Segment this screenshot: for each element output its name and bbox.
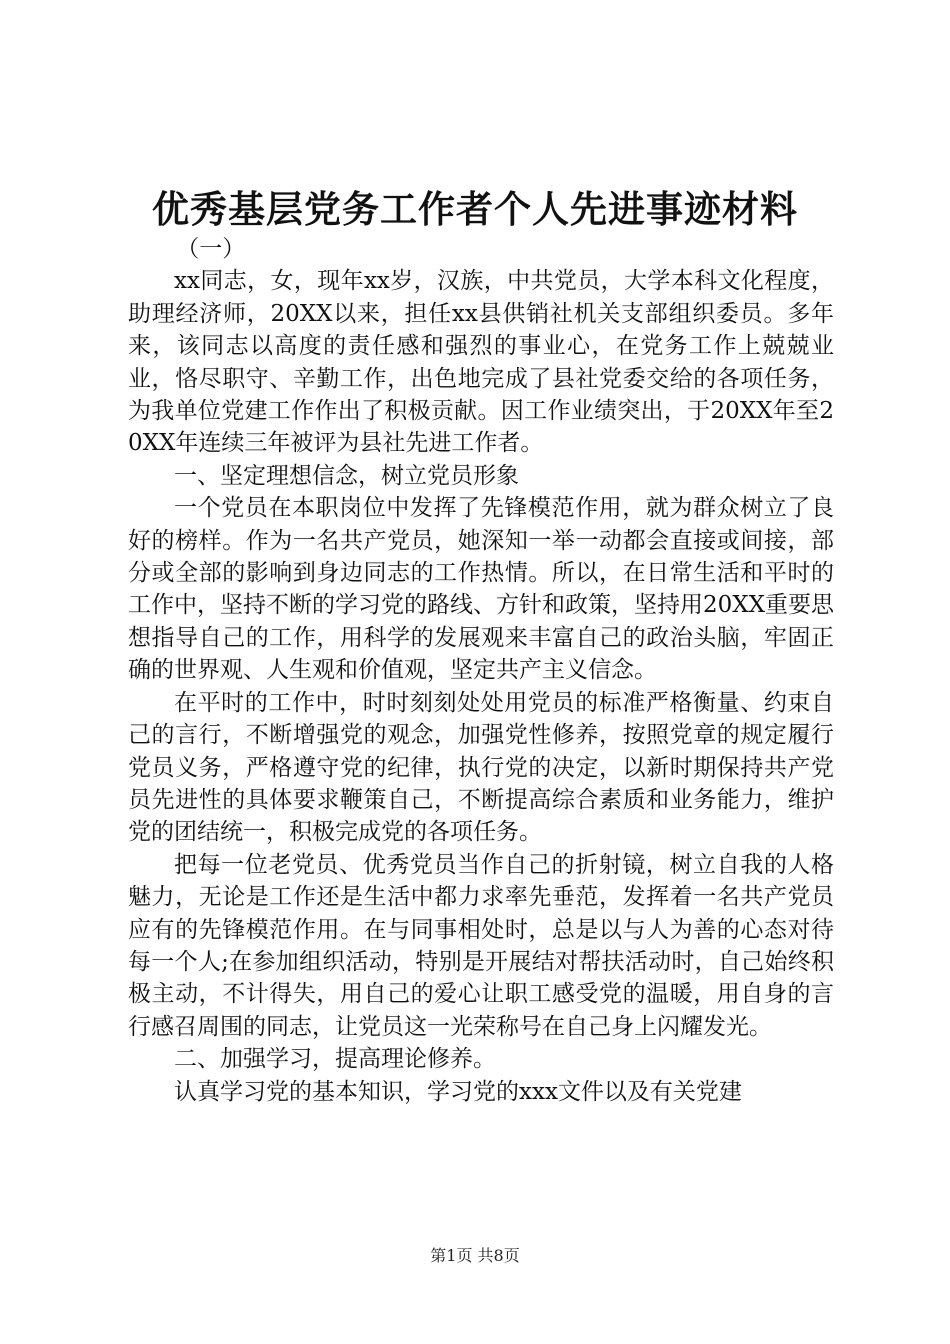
section-heading-1: 一、坚定理想信念，树立党员形象 [174,462,519,489]
section-number: （一） [176,236,246,262]
section-heading-2: 二、加强学习，提高理论修养。 [174,1046,496,1073]
paragraph-4: 认真学习党的基本知识，学习党的xxx文件以及有关党建 [174,1078,742,1105]
document-title: 优秀基层党务工作者个人先进事迹材料 [152,188,798,231]
page-number: 第1页 共8页 [430,1246,520,1265]
paragraph-2: 在平时的工作中，时时刻刻处处用党员的标准严格衡量、约束自己的言行，不断增强党的观念，加强党性修养，按照党章的规定履行党员义务，严格遵守党的纪律，执行党的决定，以新时期保持共产党员先进性的具体要求鞭策自己，不断提高综合素质和业务能力，维护党的团结统一，积极完成党的各项任务。 [128,689,834,846]
paragraph-1: 一个党员在本职岗位中发挥了先锋模范作用，就为群众树立了良好的榜样。作为一名共产党员，她深知一举一动都会直接或间接，部分或全部的影响到身边同志的工作热情。所以，在日常生活和平时的工作中，坚持不断的学习党的路线、方针和政策，坚持用20XX重要思想指导自己的工作，用科学的发展观来丰富自己的政治头脑，牢固正确的世界观、人生观和价值观，坚定共产主义信念。 [128,495,835,684]
paragraph-intro: xx同志，女，现年xx岁，汉族，中共党员，大学本科文化程度，助理经济师，20XX以来，担任xx县供销社机关支部组织委员。多年来，该同志以高度的责任感和强烈的事业心，在党务工作上兢兢业业，恪尽职守、辛勤工作，出色地完成了县社党委交给的各项任务，为我单位党建工作作出了积极贡献。因工作业绩突出，于20XX年至20XX年连续三年被评为县社先进工作者。 [128,268,834,457]
document-body [128,233,834,1108]
paragraph-3: 把每一位老党员、优秀党员当作自己的折射镜，树立自我的人格魅力，无论是工作还是生活中都力求率先垂范，发挥着一名共产党员应有的先锋模范作用。在与同事相处时，总是以与人为善的心态对待每一个人;在参加组织活动，特别是开展结对帮扶活动时，自己始终积极主动，不计得失，用自己的爱心让职工感受党的温暖，用自身的言行感召周围的同志，让党员这一光荣称号在自己身上闪耀发光。 [128,851,834,1040]
